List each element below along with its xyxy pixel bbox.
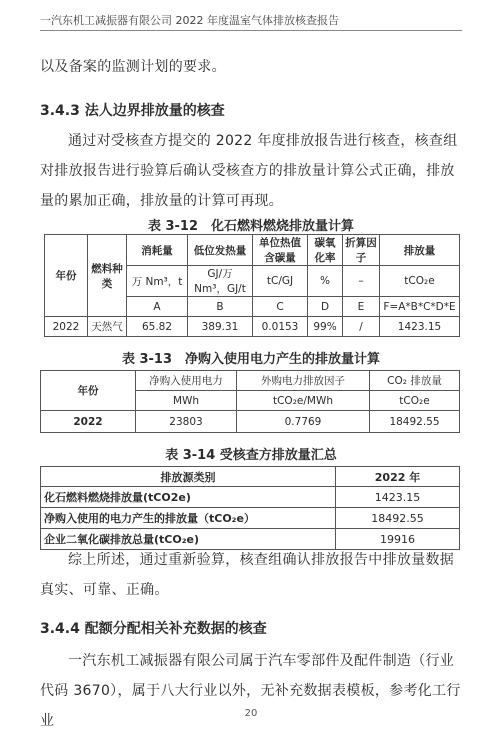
table-header-category: 排放源类别 [41, 467, 336, 487]
cell-year: 2022 [41, 411, 136, 433]
cell-emission-factor: 0.7769 [237, 411, 370, 433]
code-e: E [343, 297, 380, 317]
cell-ncv: 389.31 [188, 317, 253, 337]
unit-emission: tCO₂e [380, 266, 460, 297]
cell-co2: 18492.55 [370, 411, 460, 433]
table-header-co2: CO₂ 排放量 [370, 371, 460, 391]
table-header-ncv: 低位发热量 [188, 235, 253, 266]
table-header-fuel: 燃料种类 [88, 235, 127, 317]
cell-factor: / [343, 317, 380, 337]
unit-ncv: GJ/万 Nm³，GJ/t [188, 266, 253, 297]
paragraph-top: 以及备案的监测计划的要求。 [40, 59, 226, 75]
table-header-year: 2022 年 [336, 467, 460, 487]
table-3-12-caption: 表 3-12 化石燃料燃烧排放量计算 [147, 219, 355, 234]
cell-fuel: 天然气 [88, 317, 127, 337]
table-header-emission-factor: 外购电力排放因子 [237, 371, 370, 391]
table-row [41, 487, 460, 508]
table-header-year: 年份 [41, 371, 136, 411]
row-label: 化石燃料燃烧排放量(tCO2e) [41, 487, 336, 508]
table-header-carbon-content: 单位热值含碳量 [253, 235, 308, 266]
section-heading-344: 3.4.4 配额分配相关补充数据的核查 [40, 621, 267, 637]
cell-carbon-content: 0.0153 [253, 317, 308, 337]
cell-emission: 1423.15 [380, 317, 460, 337]
table-3-12 [44, 234, 460, 337]
table-row [41, 411, 460, 433]
row-label: 企业二氧化碳排放总量(tCO₂e) [41, 529, 336, 550]
paragraph-343: 通过对受核查方提交的 2022 年度排放报告进行核查，核查组对排放报告进行验算后确认受核查方的排放量计算公式正确，排放量的累加正确，排放量的计算可再现。 [40, 133, 458, 209]
unit-emission-factor: tCO₂e/MWh [237, 391, 370, 411]
table-3-14-caption: 表 3-14 受核查方排放量汇总 [165, 448, 337, 463]
row-value: 1423.15 [336, 487, 460, 508]
cell-year: 2022 [45, 317, 88, 337]
code-d: D [308, 297, 343, 317]
unit-electricity: MWh [136, 391, 237, 411]
section-heading-343: 3.4.3 法人边界排放量的核查 [40, 103, 225, 119]
cell-oxidation: 99% [308, 317, 343, 337]
header-divider [40, 30, 462, 31]
row-label: 净购入使用的电力产生的排放量（tCO₂e） [41, 508, 336, 529]
table-header-electricity: 净购入使用电力 [136, 371, 237, 391]
table-header-consumption: 消耗量 [127, 235, 188, 266]
code-f: F=A*B*C*D*E [380, 297, 460, 317]
paragraph-summary: 综上所述，通过重新验算，核查组确认排放报告中排放量数据真实、可靠、正确。 [40, 552, 455, 598]
cell-consumption: 65.82 [127, 317, 188, 337]
row-value: 18492.55 [336, 508, 460, 529]
unit-consumption: 万 Nm³，t [127, 266, 188, 297]
unit-factor: – [343, 266, 380, 297]
table-3-13-caption: 表 3-13 净购入使用电力产生的排放量计算 [121, 352, 381, 367]
unit-carbon-content: tC/GJ [253, 266, 308, 297]
table-row [41, 508, 460, 529]
code-b: B [188, 297, 253, 317]
table-row [45, 317, 460, 337]
row-value: 19916 [336, 529, 460, 550]
code-c: C [253, 297, 308, 317]
unit-co2: tCO₂e [370, 391, 460, 411]
table-3-14 [40, 466, 460, 550]
code-a: A [127, 297, 188, 317]
page-number: 20 [244, 708, 258, 719]
page-header: 一汽东机工减振器有限公司 2022 年度温室气体排放核查报告 [40, 14, 339, 27]
cell-electricity: 23803 [136, 411, 237, 433]
paragraph-344: 一汽东机工减振器有限公司属于汽车零部件及配件制造（行业代码 3670），属于八大行业以外，无补充数据表模板，参考化工行业 [40, 653, 461, 729]
table-header-factor: 折算因子 [343, 235, 380, 266]
table-header-emission: 排放量 [380, 235, 460, 266]
table-header-year: 年份 [45, 235, 88, 317]
table-header-oxidation: 碳氧化率 [308, 235, 343, 266]
table-3-13 [40, 370, 460, 433]
unit-oxidation: % [308, 266, 343, 297]
